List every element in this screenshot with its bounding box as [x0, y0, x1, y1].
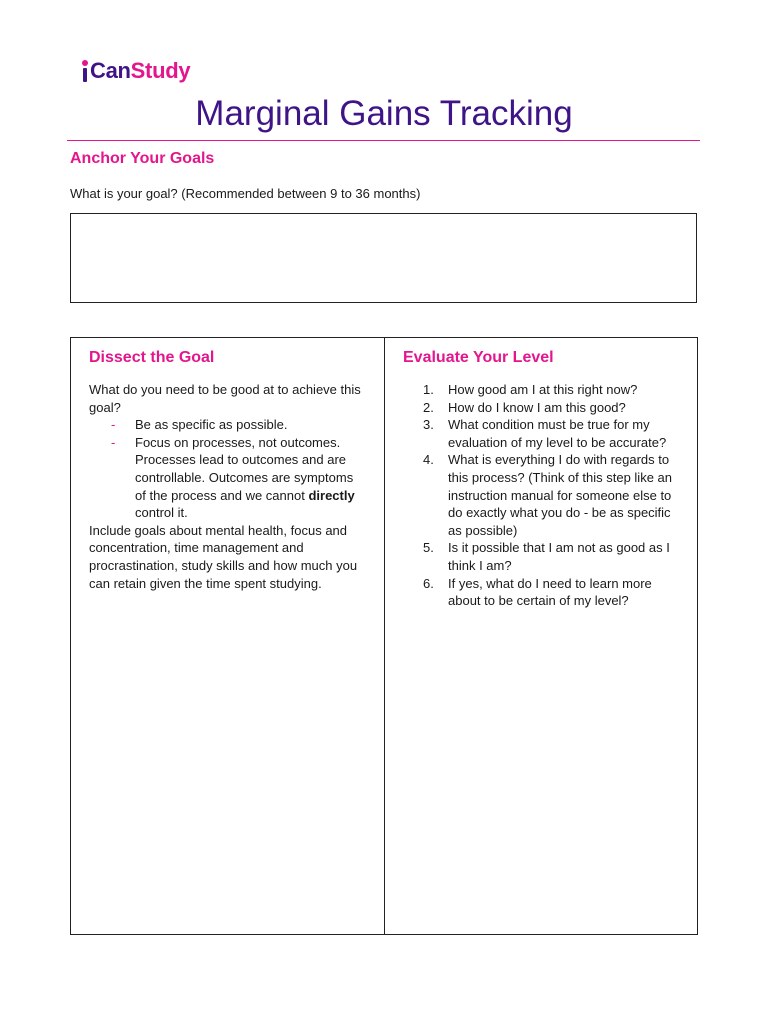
bullet-tail: control it. [135, 505, 188, 521]
bullet-text: Focus on processes, not outcomes. Processes lead to outcomes and are controllable. Outcomes are symptoms of the process and we cannot [135, 434, 354, 503]
bullet-emphasis: directly [308, 487, 355, 503]
icanstudy-logo [82, 52, 190, 82]
dash-icon: - [111, 434, 116, 450]
goal-question: What is your goal? (Recommended between 9 to 36 months) [70, 186, 421, 201]
bullet-text: Be as specific as possible. [135, 417, 288, 433]
anchor-goals-heading: Anchor Your Goals [70, 150, 215, 167]
dissect-intro: What do you need to be good at to achieve this goal? [89, 382, 361, 415]
page-title: Marginal Gains Tracking [195, 94, 573, 133]
list-item [89, 416, 366, 434]
list-item: 1. How good am I at this right now? [423, 382, 638, 397]
dissect-goal-heading: Dissect the Goal [89, 349, 215, 366]
logo-i-icon [82, 60, 89, 82]
list-item: 5. Is it possible that I am not as good as I think I am? [423, 540, 670, 573]
dash-icon: - [111, 417, 116, 433]
dissect-closing: Include goals about mental health, focus and concentration, time management and procrastination, study skills and how much you can retain given the time spent studying. [89, 522, 358, 591]
list-item [89, 434, 366, 522]
evaluate-level-column[interactable] [385, 338, 697, 934]
list-item: 2. How do I know I am this good? [423, 399, 626, 415]
dissect-bullet-list [89, 416, 366, 522]
title-divider [67, 140, 700, 141]
list-item: 3. What condition must be true for my evaluation of my level to be accurate? [423, 417, 667, 450]
logo-text-study: Study [130, 58, 191, 83]
list-item: 6. If yes, what do I need to learn more about to be certain of my level? [423, 575, 652, 609]
logo-text-can: Can [90, 58, 131, 83]
goal-answer-box[interactable] [70, 213, 697, 303]
goal-analysis-table [70, 337, 698, 935]
list-item: 4. What is everything I do with regards to this process? (Think of this step like an instruction manual for someone else to do exactly what you do - be as specific as possible) [423, 452, 672, 538]
evaluate-level-heading: Evaluate Your Level [403, 349, 554, 366]
evaluate-question-list [403, 381, 679, 610]
dissect-goal-column[interactable] [71, 338, 385, 934]
